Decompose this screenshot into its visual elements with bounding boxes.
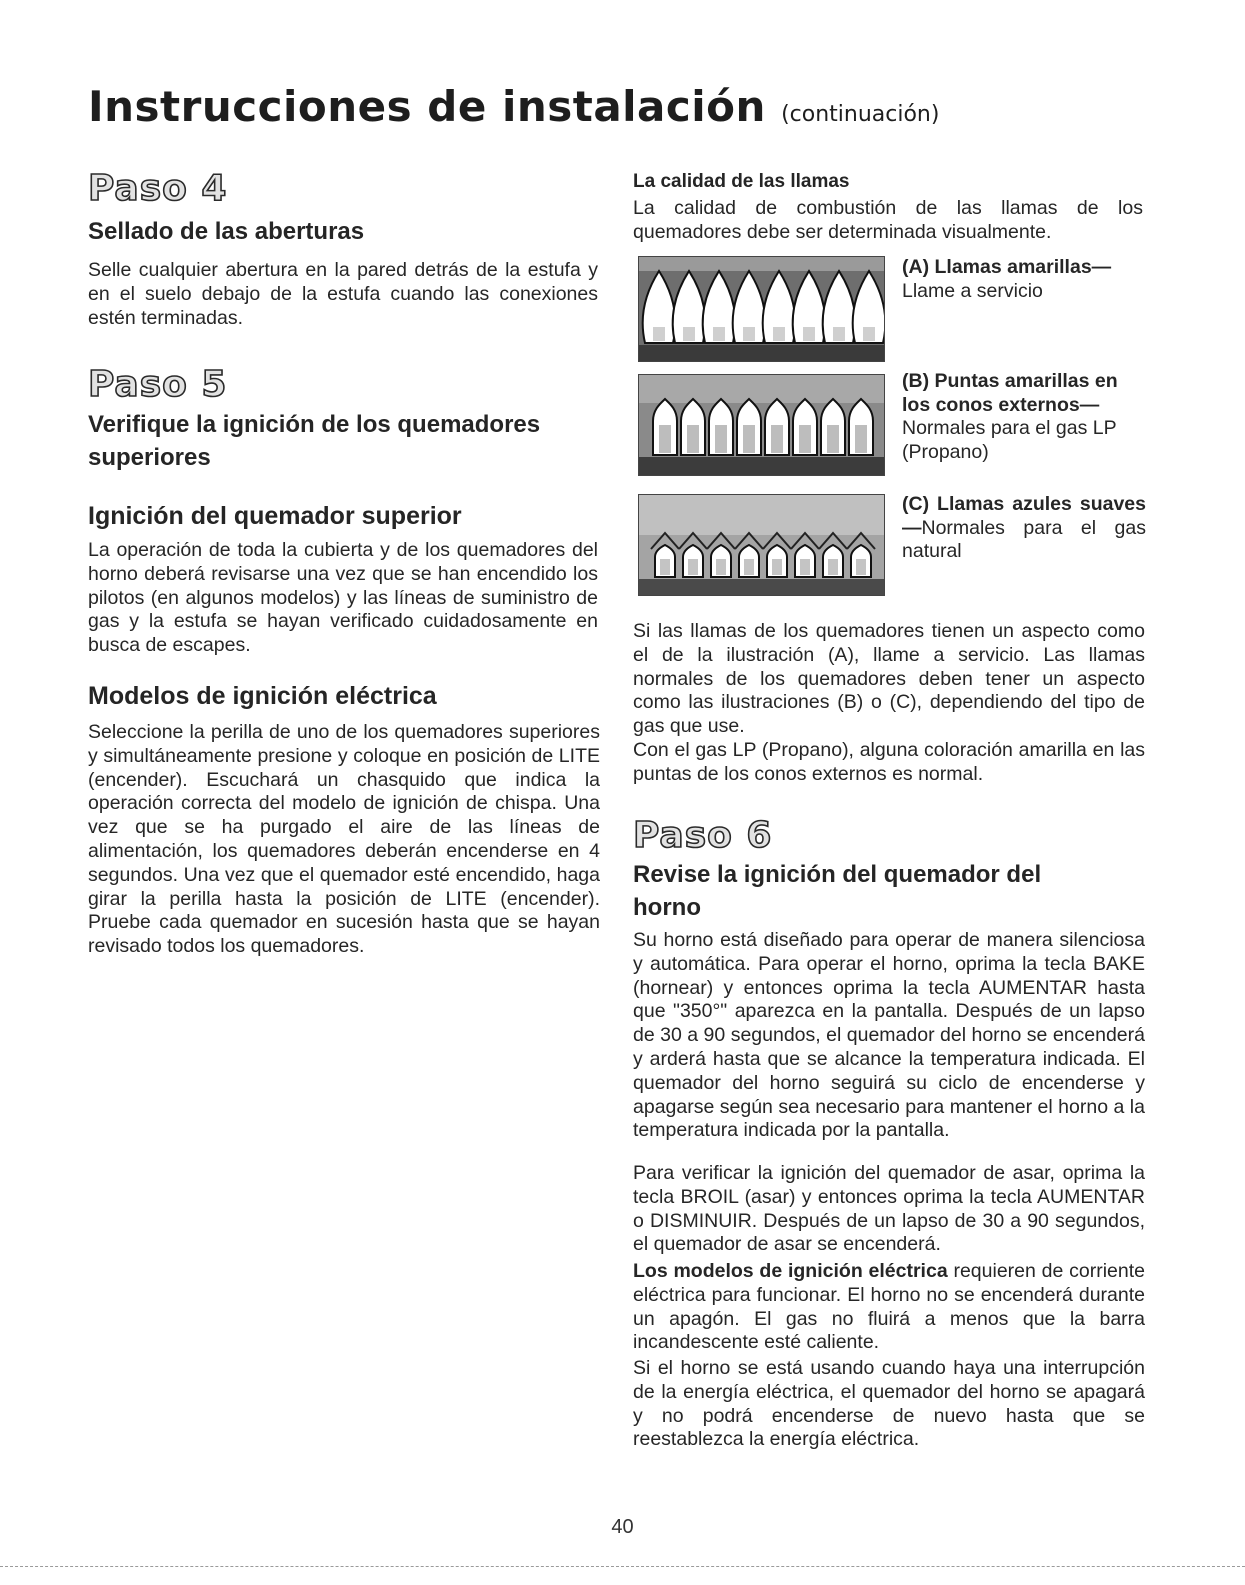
electric-ignition-models-body: Seleccione la perilla de uno de los quemadores superiores y simultáneamente presione y coloque en posición de LITE (encender). Escuchará un chasquido que indica la operación correcta del modelo de ignición de chispa. Una vez que se ha purgado el aire de las líneas de alimentación, los quemadores deberán encenderse en 4 segundos. Una vez que el quemador esté encendido, haga girar la perilla hasta la posición de LITE (encender). Pruebe cada quemador en sucesión hasta que se hayan revisado todos los quemadores. bbox=[88, 721, 600, 958]
flame-caption-a-text: Llame a servicio bbox=[902, 279, 1043, 302]
flame-caption-a-label: (A) Llamas amarillas— bbox=[902, 256, 1112, 278]
step-6-heading: Revise la ignición del quemador del horno bbox=[633, 861, 1042, 921]
flame-illustration-a bbox=[638, 256, 885, 362]
flame-quality-body-1: Si las llamas de los quemadores tienen un aspecto como el de la ilustración (A), llame a servicio. Las llamas normales de los quemadores deben tener un aspecto como las ilustraciones (B) o (C), dependiendo del tipo de gas que use. bbox=[633, 620, 1145, 738]
step-6-body-3-text: requieren de corriente eléctrica para funcionar. El horno no se encenderá durante un apagón. El gas no fluirá a menos que la barra incandescente esté caliente. bbox=[633, 1260, 1145, 1354]
flame-quality-body-2: Con el gas LP (Propano), alguna coloración amarilla en las puntas de los conos externos es normal. bbox=[633, 739, 1145, 785]
electric-ignition-emphasis: Los modelos de ignición eléctrica bbox=[633, 1260, 948, 1282]
step-5-label: Paso 5 bbox=[88, 364, 228, 405]
step-6-body-4: Si el horno se está usando cuando haya una interrupción de la energía eléctrica, el quemador del horno se apagará y no podrá encenderse de nuevo hasta que se reestablezca la energía eléctrica. bbox=[633, 1357, 1145, 1451]
flame-caption-c bbox=[902, 493, 1146, 564]
step-6-label: Paso 6 bbox=[633, 815, 773, 856]
subheading-upper-burner-ignition: Ignición del quemador superior bbox=[88, 502, 462, 530]
bottom-divider bbox=[0, 1566, 1245, 1567]
step-6-body-2: Para verificar la ignición del quemador de asar, oprima la tecla BROIL (asar) y entonces oprima la tecla AUMENTAR o DISMINUIR. Después de un lapso de 30 a 90 segundos, el quemador de asar se encenderá. bbox=[633, 1162, 1145, 1256]
page-number: 40 bbox=[611, 1516, 634, 1538]
upper-burner-ignition-body: La operación de toda la cubierta y de los quemadores del horno deberá revisarse una vez que se han encendido los pilotos (en algunos modelos) y las líneas de suministro de gas y la estufa se hayan verificado cuidadosamente en busca de escapes. bbox=[88, 539, 598, 657]
page-title-main: Instrucciones de instalación bbox=[88, 82, 766, 131]
flame-caption-c-text: Normales para el gas natural bbox=[902, 516, 1146, 562]
flame-quality-heading: La calidad de las llamas bbox=[633, 171, 850, 192]
step-6-body-1: Su horno está diseñado para operar de manera silenciosa y automática. Para operar el horno, oprima la tecla BAKE (hornear) y entonces oprima la tecla AUMENTAR hasta que "350°" aparezca en la pantalla. Después de un lapso de 30 a 90 segundos, el quemador del horno se encenderá y arderá hasta que se alcance la temperatura indicada. El quemador del horno seguirá su ciclo de encenderse y apagarse según sea necesario para mantener el horno a la temperatura indicada por la pantalla. bbox=[633, 929, 1145, 1142]
step-4-label: Paso 4 bbox=[88, 168, 228, 209]
flame-caption-b bbox=[902, 370, 1146, 464]
flame-caption-a bbox=[902, 256, 1146, 303]
step-6-body-3 bbox=[633, 1260, 1145, 1355]
flame-caption-c-label: (C) Llamas azules suaves— bbox=[902, 493, 1146, 539]
step-4-body: Selle cualquier abertura en la pared detrás de la estufa y en el suelo debajo de la estufa cuando las conexiones estén terminadas. bbox=[88, 259, 598, 329]
step-5-heading: Verifique la ignición de los quemadores superiores bbox=[88, 411, 541, 471]
subheading-electric-ignition-models: Modelos de ignición eléctrica bbox=[88, 682, 437, 710]
yellow-tipped-flames-icon bbox=[639, 375, 884, 475]
page-title-subtitle: (continuación) bbox=[781, 102, 940, 127]
step-4-heading: Sellado de las aberturas bbox=[88, 218, 365, 245]
flame-caption-b-text: Normales para el gas LP (Propano) bbox=[902, 417, 1117, 463]
page-title bbox=[88, 82, 1188, 131]
blue-flames-icon bbox=[639, 495, 884, 595]
flame-caption-b-label: (B) Puntas amarillas en los conos externos— bbox=[902, 370, 1118, 416]
flame-illustration-b bbox=[638, 374, 885, 476]
flame-illustration-c bbox=[638, 494, 885, 596]
flame-quality-intro: La calidad de combustión de las llamas de los quemadores debe ser determinada visualmente. bbox=[633, 197, 1143, 243]
yellow-flames-icon bbox=[639, 257, 884, 361]
